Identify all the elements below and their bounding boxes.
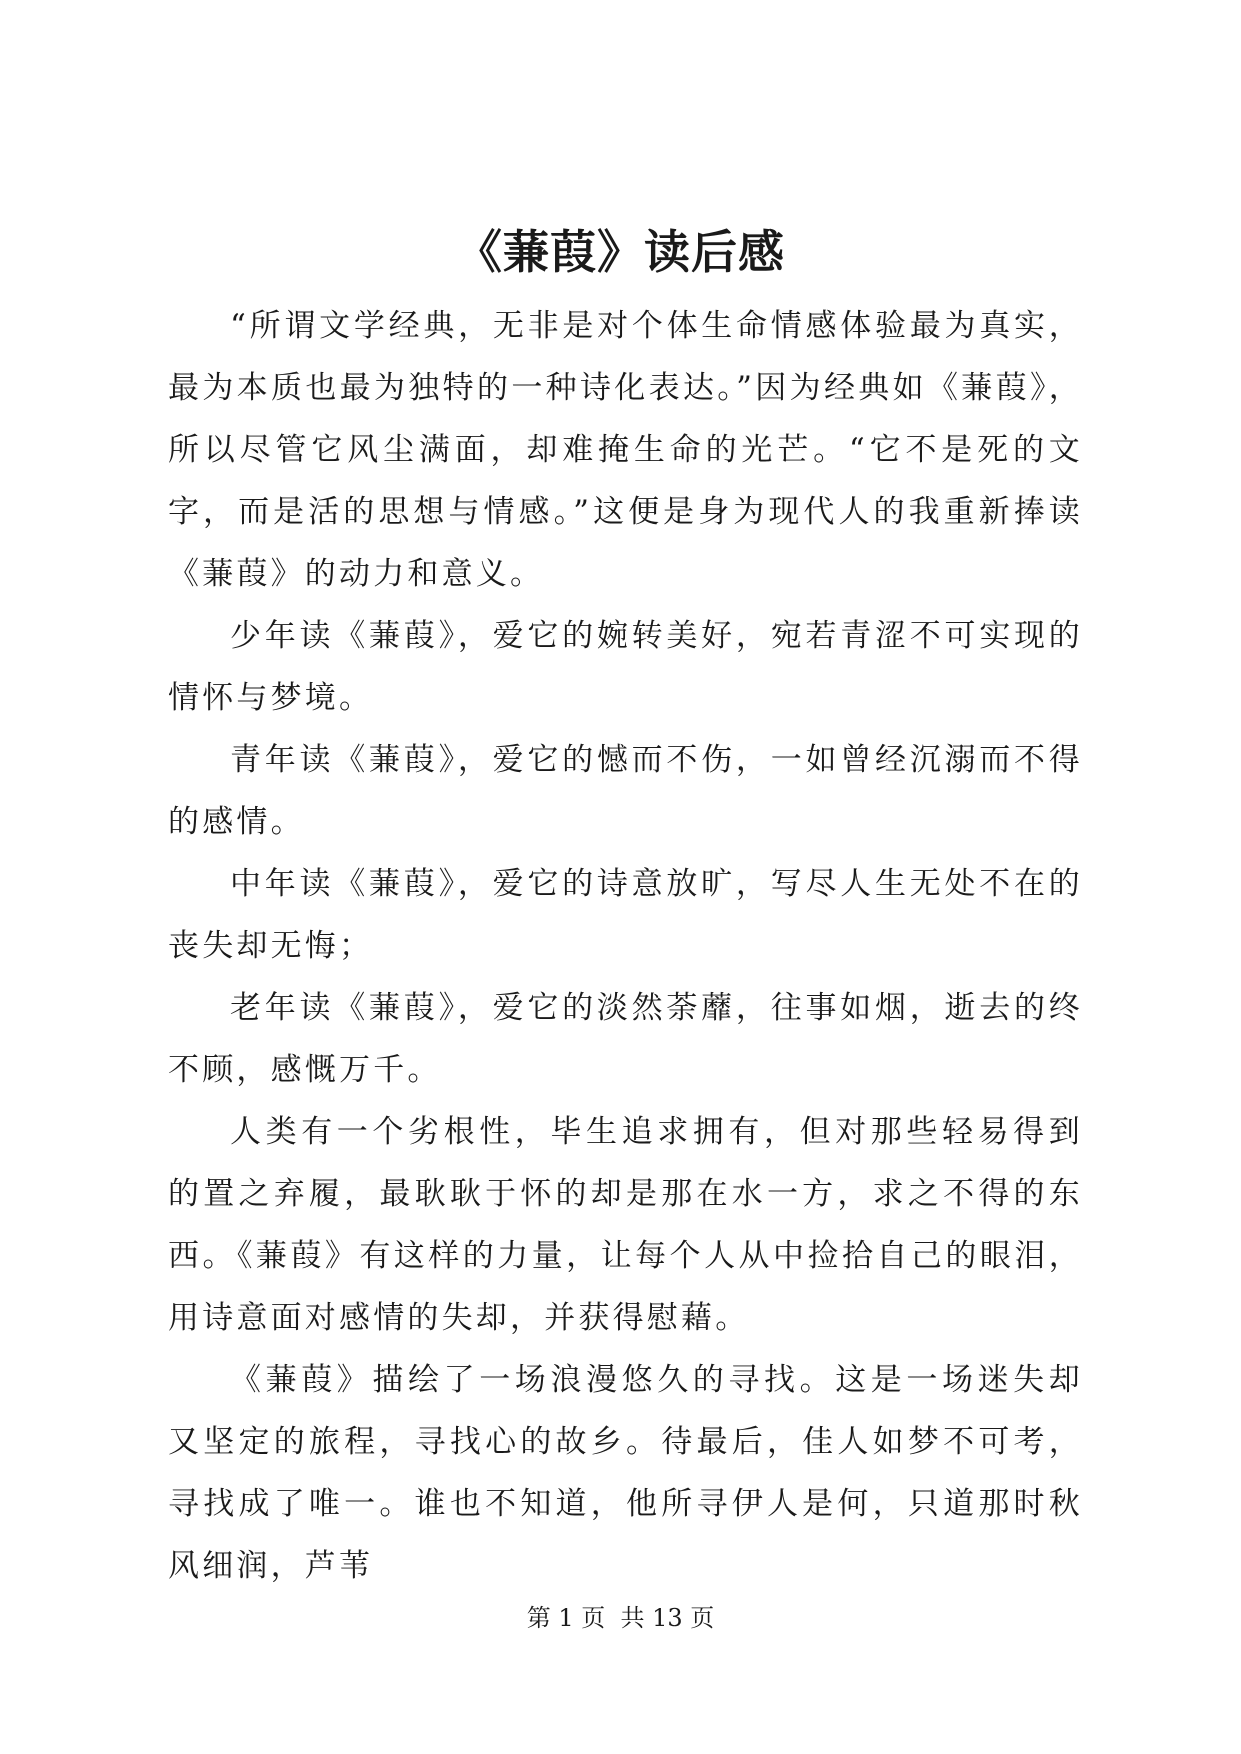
paragraph: 青年读《蒹葭》，爱它的憾而不伤，一如曾经沉溺而不得的感情。 — [168, 742, 1083, 840]
document-title: 《蒹葭》读后感 — [456, 225, 785, 279]
page-footer — [0, 1602, 1241, 1634]
paragraph: 人类有一个劣根性，毕生追求拥有，但对那些轻易得到的置之弃履，最耿耿于怀的却是那在水一方，求之不得的东西。《蒹葭》有这样的力量，让每个人从中捡拾自己的眼泪，用诗意面对感情的失却，并获得慰藉。 — [168, 1114, 1083, 1336]
page-number-label: 第 1 页 共 13 页 — [526, 1604, 715, 1632]
paragraph: “所谓文学经典，无非是对个体生命情感体验最为真实，最为本质也最为独特的一种诗化表达。”因为经典如《蒹葭》，所以尽管它风尘满面，却难掩生命的光芒。“它不是死的文字，而是活的思想与情感。”这便是身为现代人的我重新捧读《蒹葭》的动力和意义。 — [168, 308, 1083, 592]
paragraph: 少年读《蒹葭》，爱它的婉转美好，宛若青涩不可实现的情怀与梦境。 — [168, 618, 1083, 716]
paragraph: 老年读《蒹葭》，爱它的淡然荼蘼，往事如烟，逝去的终不顾，感慨万千。 — [168, 990, 1083, 1088]
paragraph: 中年读《蒹葭》，爱它的诗意放旷，写尽人生无处不在的丧失却无悔； — [168, 866, 1083, 964]
document-body — [168, 295, 1083, 1597]
paragraph: 《蒹葭》描绘了一场浪漫悠久的寻找。这是一场迷失却又坚定的旅程，寻找心的故乡。待最后，佳人如梦不可考，寻找成了唯一。谁也不知道，他所寻伊人是何，只道那时秋风细润，芦苇 — [168, 1362, 1083, 1584]
